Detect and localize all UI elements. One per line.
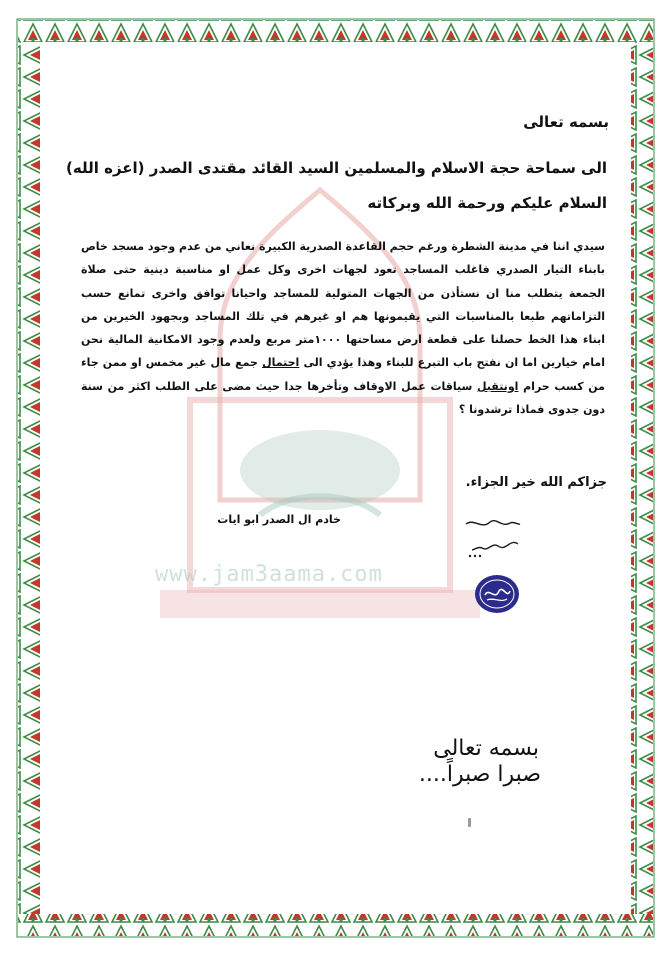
letter-body-part2: جمع مال غير مخمس او ممن جاء من كسب حرام <box>81 356 605 393</box>
blue-seal-stamp <box>473 573 521 615</box>
letter-body-part1: سيدي اننا في مدينة الشطرة ورغم حجم القاعدة الصدرية الكبيرة نعاني من عدم وجود مسجد خاص بابناء التيار الصدري فاغلب المساجد تعود لجهات اخرى وكل عمل او مناسبة دينية حتى صلاة الجمعة يتطلب منا ان نستأذن من الجهات المتولية للمساجد واحيانا توافق واخرى تمانع حسب التزاماتهم طبعا بالمناسبات التي يقيمونها هم او غيرهم في تلك المساجد وبجهود الخيرين من ابناء هذا الخط حصلنا على قطعة ارض مساحتها ١٠٠٠متر مربع ولعدم وجود الامكانية المالية نحن امام خيارين اما ان نفتح باب التبرع للبناء وهذا يؤدي الى <box>81 240 605 370</box>
stray-mark <box>468 818 471 827</box>
reply-basmala: بسمه تعالى <box>433 736 539 761</box>
letter-signer: خادم ال الصدر ابو ايات <box>217 513 341 526</box>
letter-recipient: الى سماحة حجة الاسلام والمسلمين السيد القائد مقتدى الصدر (اعزه الله) <box>66 159 607 177</box>
letter-body-part3: سياقات عمل الاوقاف وتأخرها جدا حيث مضى على الطلب اكثر من سنة دون جدوى فماذا ترشدونا ؟ <box>81 379 605 417</box>
letter-thanks: جزاكم الله خير الجزاء. <box>465 475 607 490</box>
reply-text: صبرا صبراً.... <box>418 762 541 787</box>
letter-body <box>81 235 605 421</box>
letter-body-underlined-2: اونتقبل <box>476 379 519 393</box>
letter-greeting: السلام عليكم ورحمة الله وبركاته <box>367 194 607 212</box>
letter-body-underlined-1: احتمال <box>262 356 300 370</box>
letter-basmala: بسمه تعالى <box>523 113 609 131</box>
handwritten-signature <box>462 512 522 564</box>
watermark-url: www.jam3aama.com <box>155 562 383 587</box>
